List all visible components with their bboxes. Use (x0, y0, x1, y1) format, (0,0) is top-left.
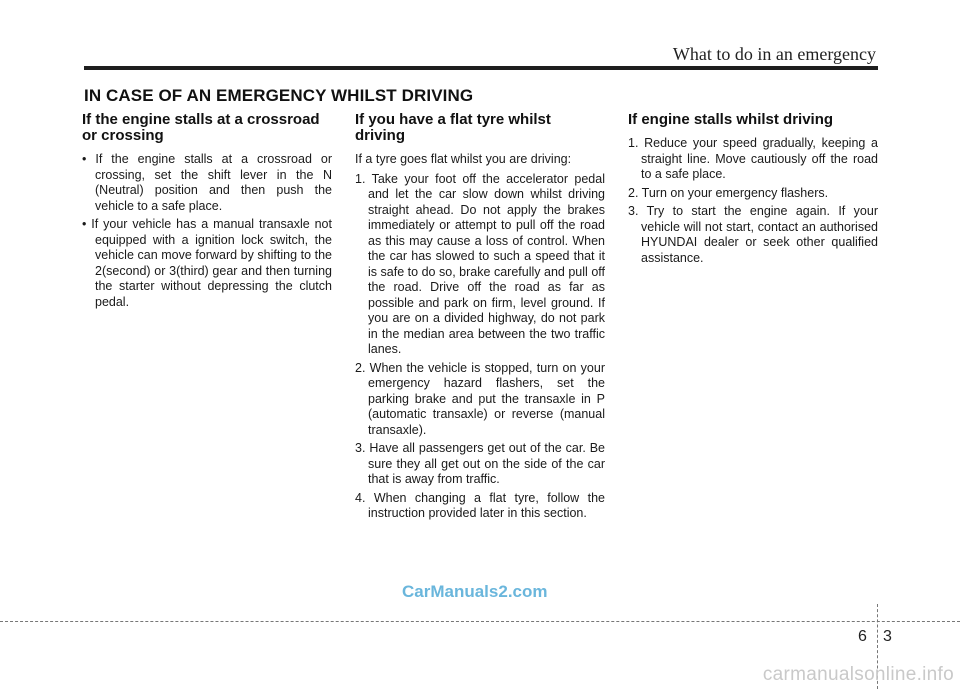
list-item: 1. Reduce your speed gradually, keeping a straight line. Move cautiously off the road to a safe place. (628, 136, 878, 181)
column-flat-tyre (355, 112, 605, 525)
footer-site-link[interactable]: carmanualsonline.info (762, 664, 954, 685)
list-item: 1. Take your foot off the accelerator pedal and let the car slow down whilst driving straight ahead. Do not apply the brakes immediately or attempt to pull off the road as this may cause a loss of control. When the car has slowed to such a speed that it is safe to do so, brake carefully and pull off the road. Drive off the road as far as possible and park on firm, level ground. If you are on a divided highway, do not park in the median area between the two traffic lanes. (355, 171, 605, 356)
watermark-link[interactable]: CarManuals2.com (402, 582, 548, 601)
page-chapter-number: 6 (858, 628, 867, 645)
list-item: • If your vehicle has a manual transaxle not equipped with a ignition lock switch, the vehicle can move forward by shifting to the 2(second) or 3(third) gear and then turning the starter without depressing the clutch pedal. (82, 217, 332, 309)
column-engine-stalls-driving (628, 112, 878, 269)
list-item: 3. Try to start the engine again. If your vehicle will not start, contact an authorised HYUNDAI dealer or seek other qualified assistance. (628, 204, 878, 265)
footer-rule (0, 621, 960, 622)
heading-engine-stalls-crossroad: If the engine stalls at a crossroad or crossing (82, 111, 320, 144)
bullet-list (82, 152, 332, 310)
list-item: 3. Have all passengers get out of the car. Be sure they all get out on the side of the car that is away from traffic. (355, 441, 605, 486)
heading-engine-stalls-driving: If engine stalls whilst driving (628, 111, 834, 128)
column-engine-stalls-crossroad (82, 112, 332, 313)
header-rule (84, 66, 878, 70)
flat-tyre-intro: If a tyre goes flat whilst you are driving: (355, 152, 572, 166)
list-item: 2. Turn on your emergency flashers. (628, 185, 829, 200)
page-number: 3 (883, 628, 892, 645)
numbered-list (628, 136, 878, 266)
heading-flat-tyre: If you have a flat tyre whilst driving (355, 111, 551, 144)
section-title: IN CASE OF AN EMERGENCY WHILST DRIVING (84, 86, 474, 105)
header-title: What to do in an emergency (672, 44, 876, 64)
list-item: • If the engine stalls at a crossroad or crossing, set the shift lever in the N (Neutral) position and then push the vehicle to a safe place. (82, 152, 332, 213)
list-item: 4. When changing a flat tyre, follow the instruction provided later in this section. (355, 490, 605, 520)
numbered-list (355, 172, 605, 522)
list-item: 2. When the vehicle is stopped, turn on your emergency hazard flashers, set the parking brake and put the transaxle in P (automatic transaxle) or reverse (manual transaxle). (355, 360, 605, 437)
